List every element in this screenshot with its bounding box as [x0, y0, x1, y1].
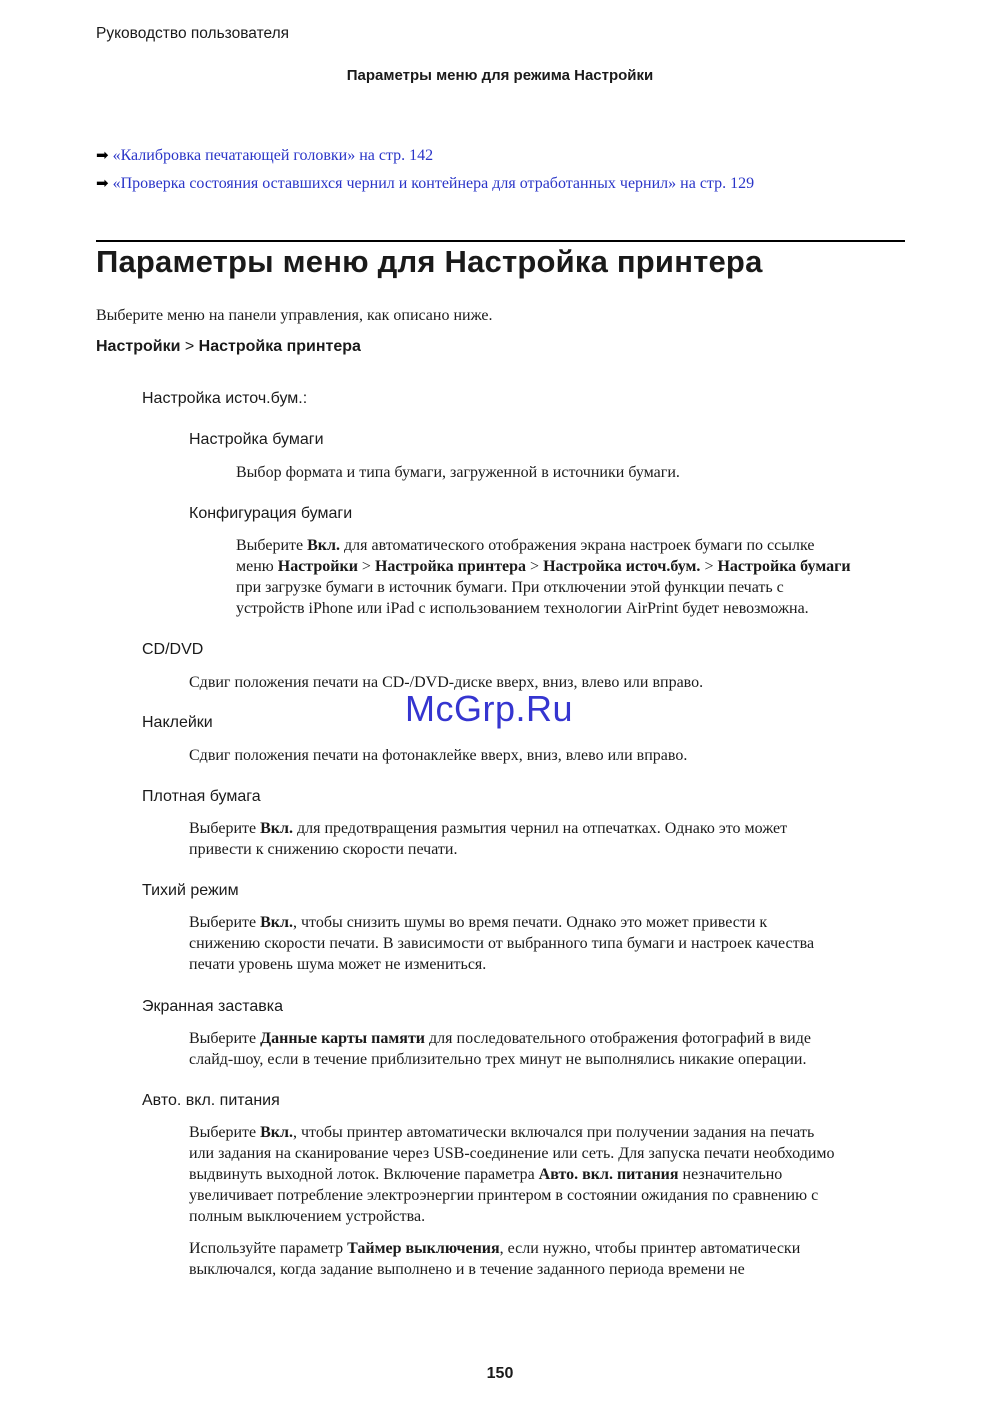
- desc-auto-power: Выберите Вкл., чтобы принтер автоматически включался при получении задания на печать или задания на сканирование через USB-соединение или сеть. Для запуска печати необходимо выдвинуть выходной лоток. Включение параметра Авто. вкл. питания незначительно увеличивает потребление электроэнергии принтером в состоянии ожидания по сравнению с полным выключением устройства.: [189, 1124, 835, 1225]
- page-number: 150: [486, 1365, 514, 1382]
- menu-path-separator: >: [180, 338, 199, 355]
- desc-paper-setting: Выбор формата и типа бумаги, загруженной в источники бумаги.: [236, 464, 680, 481]
- menu-path: [96, 338, 361, 356]
- xref-text[interactable]: «Проверка состояния оставшихся чернил и контейнера для отработанных чернил» на стр. 129: [112, 175, 755, 192]
- label-auto-power: Авто. вкл. питания: [142, 1092, 280, 1109]
- xref-link-ink-status[interactable]: [96, 174, 754, 193]
- label-paper-config: Конфигурация бумаги: [189, 505, 353, 522]
- page-title: Параметры меню для Настройка принтера: [96, 244, 763, 279]
- desc-quiet-mode: Выберите Вкл., чтобы снизить шумы во время печати. Однако это может привести к снижению скорости печати. В зависимости от выбранного типа бумаги и настроек качества печати уровень шума может не измениться.: [189, 914, 815, 973]
- menu-path-second: Настройка принтера: [198, 338, 361, 355]
- running-header: Руководство пользователя: [96, 25, 290, 42]
- menu-path-first: Настройки: [96, 338, 181, 355]
- label-cd-dvd: CD/DVD: [142, 641, 204, 658]
- label-quiet-mode: Тихий режим: [142, 882, 239, 899]
- arrow-right-icon: ➡: [96, 174, 109, 192]
- desc-auto-power-timer: Используйте параметр Таймер выключения, если нужно, чтобы принтер автоматически выключался, когда задание выполнено и в течение заданного периода времени не: [189, 1240, 801, 1278]
- label-paper-setting: Настройка бумаги: [189, 431, 324, 448]
- watermark-text: McGrp.Ru: [405, 688, 574, 729]
- desc-thick-paper: Выберите Вкл. для предотвращения размытия чернил на отпечатках. Однако это может привести к снижению скорости печати.: [189, 820, 788, 858]
- desc-paper-config: Выберите Вкл. для автоматического отображения экрана настроек бумаги по ссылке меню Настройки > Настройка принтера > Настройка источ.бум. > Настройка бумаги при загрузке бумаги в источник бумаги. При отключении этой функции печать с устройств iPhone или iPad с использованием технологии AirPrint будет невозможна.: [236, 537, 851, 617]
- desc-cd-dvd: Сдвиг положения печати на CD-/DVD-диске вверх, вниз, влево или вправо.: [189, 674, 704, 691]
- label-screensaver: Экранная заставка: [142, 998, 284, 1015]
- label-paper-source: Настройка источ.бум.:: [142, 390, 308, 407]
- xref-link-calibration[interactable]: [96, 146, 433, 165]
- desc-screensaver: Выберите Данные карты памяти для последовательного отображения фотографий в виде слайд-шоу, если в течение приблизительно трех минут не выполнялись никакие операции.: [189, 1030, 811, 1068]
- label-stickers: Наклейки: [142, 714, 213, 731]
- title-rule: [96, 240, 905, 242]
- xref-text[interactable]: «Калибровка печатающей головки» на стр. 142: [112, 147, 434, 164]
- label-thick-paper: Плотная бумага: [142, 788, 261, 805]
- section-header: Параметры меню для режима Настройки: [346, 67, 654, 84]
- intro-text: Выберите меню на панели управления, как описано ниже.: [96, 307, 493, 324]
- desc-stickers: Сдвиг положения печати на фотонаклейке вверх, вниз, влево или вправо.: [189, 747, 688, 764]
- arrow-right-icon: ➡: [96, 146, 109, 164]
